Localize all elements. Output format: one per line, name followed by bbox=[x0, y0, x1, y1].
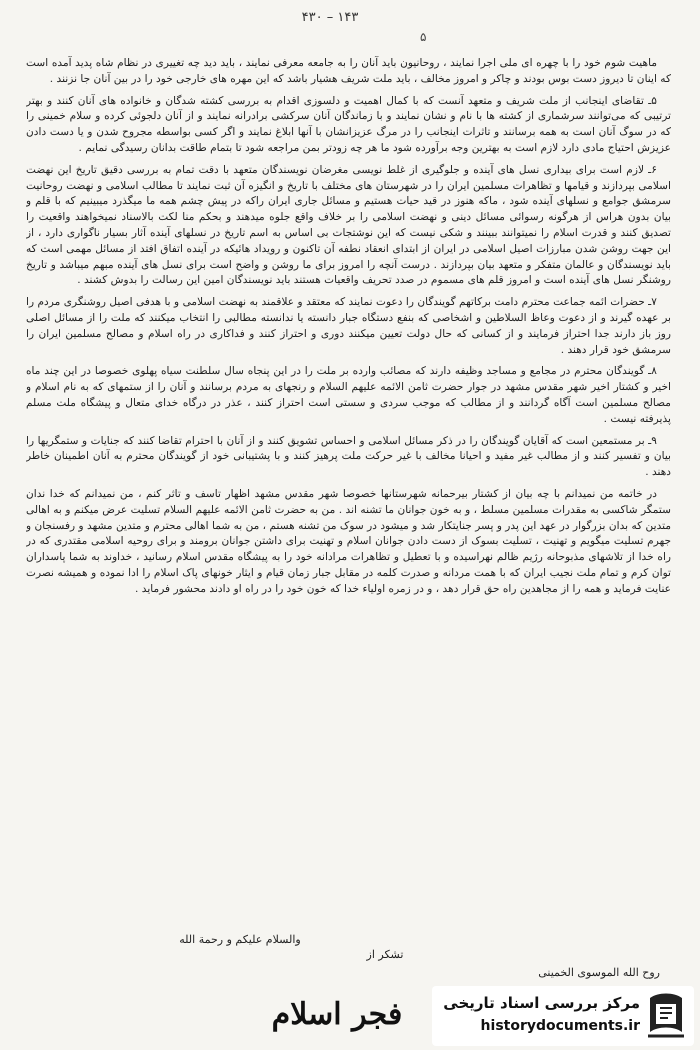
thanks-line: تشکر از bbox=[366, 948, 404, 961]
watermark-url[interactable]: historydocuments.ir bbox=[480, 1018, 640, 1034]
organization-stamp: فجر اسلام bbox=[271, 996, 403, 1032]
paragraph-7: ۷ـ حضرات ائمه جماعت محترم دامت برکاتهم گویندگان را دعوت نمایند که معتقد و علاقمند به نهضت اسلامی و با هدفی اصیل روشنگری مردم را بر عهده گیرند و از دعوت وعاظ السلاطین و اشخاصی که بنفع دستگاه جبار دانسته یا ندانسته مطالبی را انتخاب میکنند که ملت را از مسائل اصلی روز باز دارند جدا احتراز فرمایند و از کسانی که حال دولت تعیین میکنند دوری و احتراز کنند و فداکاری در راه اسلام و مصالح مسلمین ایران را سرمشق خود قرار دهند . bbox=[26, 296, 671, 356]
paragraph-1: ماهیت شوم خود را با چهره ای ملی اجرا نمایند ، روحانیون باید آنان را به جامعه معرفی نمایند ، باید دید چه تغییری در نظام شاه پدید آمده است که اینان تا دیروز دست بوس بودند و چاکر و امروز مخالف ، باید ملت شریف هشیار باشد که این مهره های خارجی خود را در بین آنان جا نزنند . bbox=[26, 57, 671, 85]
paragraph-6: ۶ـ لازم است برای بیداری نسل های آینده و جلوگیری از غلط نویسی مغرضان نویسندگان متعهد با دقت تمام به بررسی دقیق تاریخ این نهضت اسلامی بپردازند و قیامها و تظاهرات مسلمین ایران را در شهرستان های مختلف با تاریخ و انگیزه آن ثبت نمایند تا مطالب اسلامی و نهضت روحانیت سرمشق جوامع و نسلهای آینده شود ، ماکه هنوز در قید حیات هستیم و مسائل جاری ایران راکه در پیش چشم همه ما میگذرد میبینیم که با قلم و بیان بدون هراس از هرگونه رسوائی مسائل دینی و نهضت اسلامی را بر خلاف واقع جلوه میدهند و بحکم منا لکت بالاسناد نمیخواهند واقعیت را تصدیق کنند و قدرت اسلام را نمیتوانند ببینند و شکی نیست که این نوشتجات بی اساس به اسم تاریخ در نسلهای آینده آثار بسیار ناگواری دارد ، از این جهت روشن شدن مبارزات اصیل اسلامی در ایران از ابتدای انعقاد نطفه آن تاکنون و رویداد هائیکه در آینده اتفاق افتد از مسائل مهمی است که باید نویسندگان و عالمان متفکر و متعهد بیان بپردازند . درست آنچه را امروز برای ما روشن و واضح است برای نسل های آینده مبهم میباشد و تاریخ روشنگر نسل های آینده است و امروز قلم های مسموم در صدد تحریف واقعیات هستند باید نویسندگان امین این رسالت را بدوش کشند . bbox=[26, 163, 671, 287]
paragraph-8: ۸ـ گویندگان محترم در مجامع و مساجد وظیفه دارند که مصائب وارده بر ملت را در این پنجاه سال سلطنت سیاه پهلوی خصوصا در این چند ماه اخیر و کشتار اخیر شهر مقدس مشهد در جوار حضرت ثامن الائمه علیهم السلام و رنجهای به مردم برسانند و آنان را از ستمهای که به نام اسلام و مصالح مسلمین است آگاه گردانند و از مطالب که موجب سردی و سستی است احتراز کنند ، عذر در درگاه خدای متعال و پیشگاه ملت مسلم پذیرفته نیست . bbox=[26, 365, 671, 425]
paragraph-9: ۹ـ بر مستمعین است که آقایان گویندگان را در ذکر مسائل اسلامی و احساس تشویق کنند و از آنان با احترام تقاضا کنند که جنایات و ستمگریها را بیان و تفسیر کنند و از مطالب غیر مفید و احیانا مخالف با غیر حرکت ملت پرهیز کنند و با پشتیبانی خود از گویندگان محترم به آنان اطمینان خاطر دهند . bbox=[26, 434, 671, 479]
closing-salutation: والسلام علیکم و رحمة الله bbox=[179, 933, 301, 946]
top-mark: ۵ bbox=[420, 30, 427, 44]
page-number: ۴۳۰ – ۱۴۳ bbox=[301, 10, 359, 25]
letter-body bbox=[26, 56, 671, 926]
watermark[interactable] bbox=[432, 986, 694, 1046]
signature: روح الله الموسوی الخمینی bbox=[538, 966, 660, 979]
historydocuments-logo-icon bbox=[644, 990, 688, 1040]
watermark-title: مرکز بررسی اسناد تاریخی bbox=[443, 994, 640, 1012]
closing-paragraph: در خاتمه من نمیدانم با چه بیان از کشتار بیرحمانه شهرستانها خصوصا شهر مقدس مشهد اظهار تاسف و تاثر کنم ، من نمیدانم که خدا ندان ستمگر شاکسی به مقدرات مسلمین مسلط ، و به خون جوانان ما تشنه اند . من به حضرت ثامن الائمه علیهم السلام تسلیت عرض میکنم و به اهالی متدین که بدان بزرگوار در عهد این پدر و پسر جنایتکار شد و میشود در سوک من تشنه هستم ، من به شما اهالی محترم و متدین مشهد و رفسنجان و جهرم تسلیت میگویم و تهنیت ، تسلیت بسوک از دست دادن جوانان اسلام و تهنیت برای داشتن جوانان برومند و برای روحیه اسلامی مقتدری که در راه خدا از تلاشهای مذبوحانه رژیم ظالم نهراسیده و با تعطیل و تظاهرات مرادانه خود را به پیشگاه مقدس اسلام رسانید ، خداوند به شما پاسداران توان کرم و تمام ملت نجیب ایران که با همت مردانه و صدرت کلمه در مقابل جبار زمان قیام و ایثار خونهای پاک اسلام را ادا نموده و همیشه نصرت عنایت فرماید و همه را از مجاهدین راه حق قرار دهد ، و در زمره اولیاء خدا که خون خود را در راه او دادند محشور فرماید . bbox=[26, 487, 671, 595]
paragraph-5: ۵ـ تقاضای اینجانب از ملت شریف و متعهد آنست که با کمال اهمیت و دلسوزی اقدام به بررسی کشته شدگان و خانواده های آنان کنند و بهتر ترتیبی که می‌توانند سرشماری از کشته ها با نام و نشان نمایند و با زماندگان آنان سرکشی برادرانه نمایند و از آنان دلجوئی کرده و سلام خمینی را که در سوگ آنان است به همه برسانند و تاثرات اینجانب را در مرگ عزیزانشان با آنها ابلاغ نمایند و اگر کسی بواسطه مجروح شدن و یا دست دادن عزیزش احتیاج مادی دارد لازم است به بهترین وجه برآورده شود ما هر چه زودتر بمن مراجعه شود تا بتمام طاقت بدانان رسیدگی نمایم . bbox=[26, 94, 671, 154]
